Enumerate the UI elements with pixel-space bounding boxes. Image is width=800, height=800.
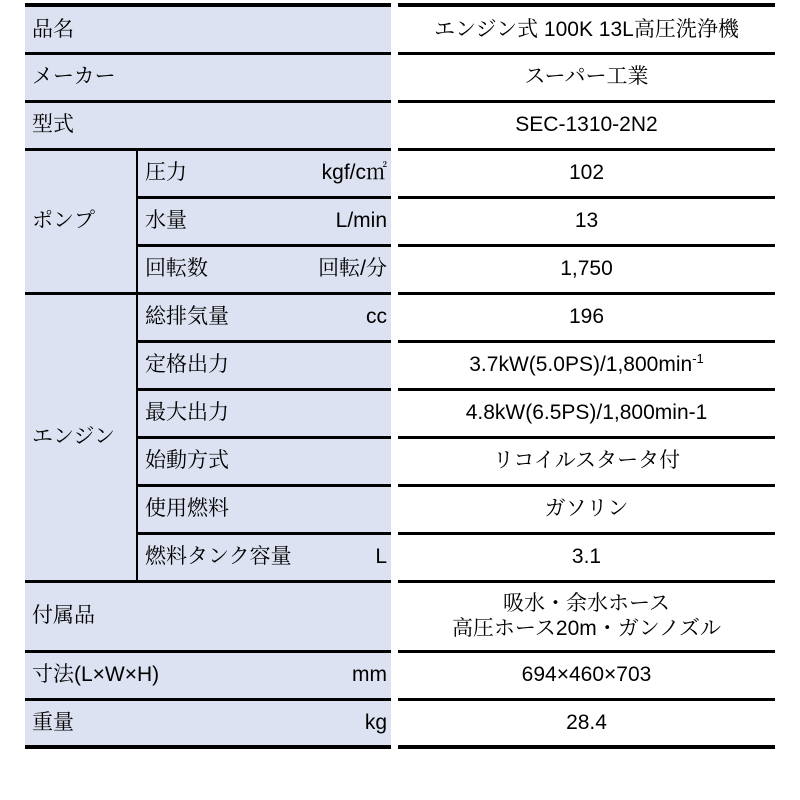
rpm-unit: 回転/分	[318, 257, 387, 281]
column-gap	[391, 197, 398, 245]
dimensions-label-cell	[25, 651, 391, 699]
flow-label-cell	[137, 197, 391, 245]
rated-output-value	[398, 341, 775, 389]
flow-label: 水量	[145, 209, 187, 233]
displacement-label: 総排気量	[145, 305, 229, 329]
engine-group-label: エンジン	[32, 425, 115, 449]
manufacturer-value: スーパー工業	[398, 53, 775, 101]
pressure-label: 圧力	[145, 161, 187, 185]
start-method-label-cell	[137, 437, 391, 485]
weight-unit: kg	[364, 711, 387, 735]
accessories-line-1: 吸水・余水ホース	[503, 591, 670, 615]
row-engine-displacement	[25, 293, 775, 341]
row-pump-pressure	[25, 149, 775, 197]
fuel-label: 使用燃料	[145, 497, 229, 521]
rated-output-label: 定格出力	[145, 353, 229, 377]
dimensions-label: 寸法(L×W×H)	[32, 663, 160, 687]
model-label: 型式	[32, 113, 74, 137]
rated-output-value-text: 3.7kW(5.0PS)/1,800min	[469, 353, 693, 377]
row-engine-fuel	[25, 485, 775, 533]
column-gap	[391, 651, 398, 699]
pressure-label-cell	[137, 149, 391, 197]
rpm-label: 回転数	[145, 257, 208, 281]
spec-table	[25, 3, 775, 749]
tank-capacity-unit: L	[375, 545, 387, 569]
product-name-label-cell	[25, 5, 391, 53]
rpm-label-cell	[137, 245, 391, 293]
row-model	[25, 101, 775, 149]
row-accessories	[25, 581, 775, 651]
dimensions-value: 694×460×703	[398, 651, 775, 699]
row-engine-start-method	[25, 437, 775, 485]
column-gap	[391, 437, 398, 485]
row-dimensions	[25, 651, 775, 699]
tank-capacity-label: 燃料タンク容量	[145, 545, 292, 569]
column-gap	[391, 581, 398, 651]
row-engine-rated-output	[25, 341, 775, 389]
fuel-label-cell	[137, 485, 391, 533]
column-gap	[391, 101, 398, 149]
product-name-value: エンジン式 100K 13L高圧洗浄機	[398, 5, 775, 53]
pump-group-cell	[25, 149, 137, 293]
displacement-value: 196	[398, 293, 775, 341]
tank-capacity-label-cell	[137, 533, 391, 581]
weight-label-cell	[25, 699, 391, 747]
model-value: SEC-1310-2N2	[398, 101, 775, 149]
manufacturer-label: メーカー	[32, 65, 116, 89]
rated-output-superscript: -1	[692, 351, 704, 367]
row-engine-tank-capacity	[25, 533, 775, 581]
column-gap	[391, 245, 398, 293]
row-manufacturer	[25, 53, 775, 101]
accessories-label-cell	[25, 581, 391, 651]
product-name-label: 品名	[32, 17, 74, 41]
model-label-cell	[25, 101, 391, 149]
fuel-value: ガソリン	[398, 485, 775, 533]
accessories-line-2: 高圧ホース20m・ガンノズル	[451, 617, 722, 640]
row-product-name	[25, 5, 775, 53]
tank-capacity-value: 3.1	[398, 533, 775, 581]
flow-value: 13	[398, 197, 775, 245]
dimensions-unit: mm	[352, 663, 387, 687]
engine-group-cell	[25, 293, 137, 581]
column-gap	[391, 699, 398, 747]
column-gap	[391, 485, 398, 533]
column-gap	[391, 341, 398, 389]
column-gap	[391, 53, 398, 101]
rated-output-label-cell	[137, 341, 391, 389]
weight-label: 重量	[32, 711, 74, 735]
displacement-label-cell	[137, 293, 391, 341]
manufacturer-label-cell	[25, 53, 391, 101]
row-weight	[25, 699, 775, 747]
weight-value: 28.4	[398, 699, 775, 747]
displacement-unit: cc	[366, 305, 387, 329]
row-pump-rpm	[25, 245, 775, 293]
pump-group-label: ポンプ	[32, 209, 95, 233]
column-gap	[391, 533, 398, 581]
row-engine-max-output	[25, 389, 775, 437]
start-method-label: 始動方式	[145, 449, 229, 473]
column-gap	[391, 149, 398, 197]
start-method-value: リコイルスタータ付	[398, 437, 775, 485]
max-output-value: 4.8kW(6.5PS)/1,800min-1	[398, 389, 775, 437]
column-gap	[391, 5, 398, 53]
column-gap	[391, 389, 398, 437]
accessories-label: 付属品	[32, 604, 95, 628]
max-output-label-cell	[137, 389, 391, 437]
max-output-label: 最大出力	[145, 401, 229, 425]
pressure-unit: kgf/c㎡	[321, 161, 387, 185]
pressure-value: 102	[398, 149, 775, 197]
rpm-value: 1,750	[398, 245, 775, 293]
row-pump-flow	[25, 197, 775, 245]
column-gap	[391, 293, 398, 341]
accessories-value	[398, 581, 775, 651]
flow-unit: L/min	[335, 209, 387, 233]
